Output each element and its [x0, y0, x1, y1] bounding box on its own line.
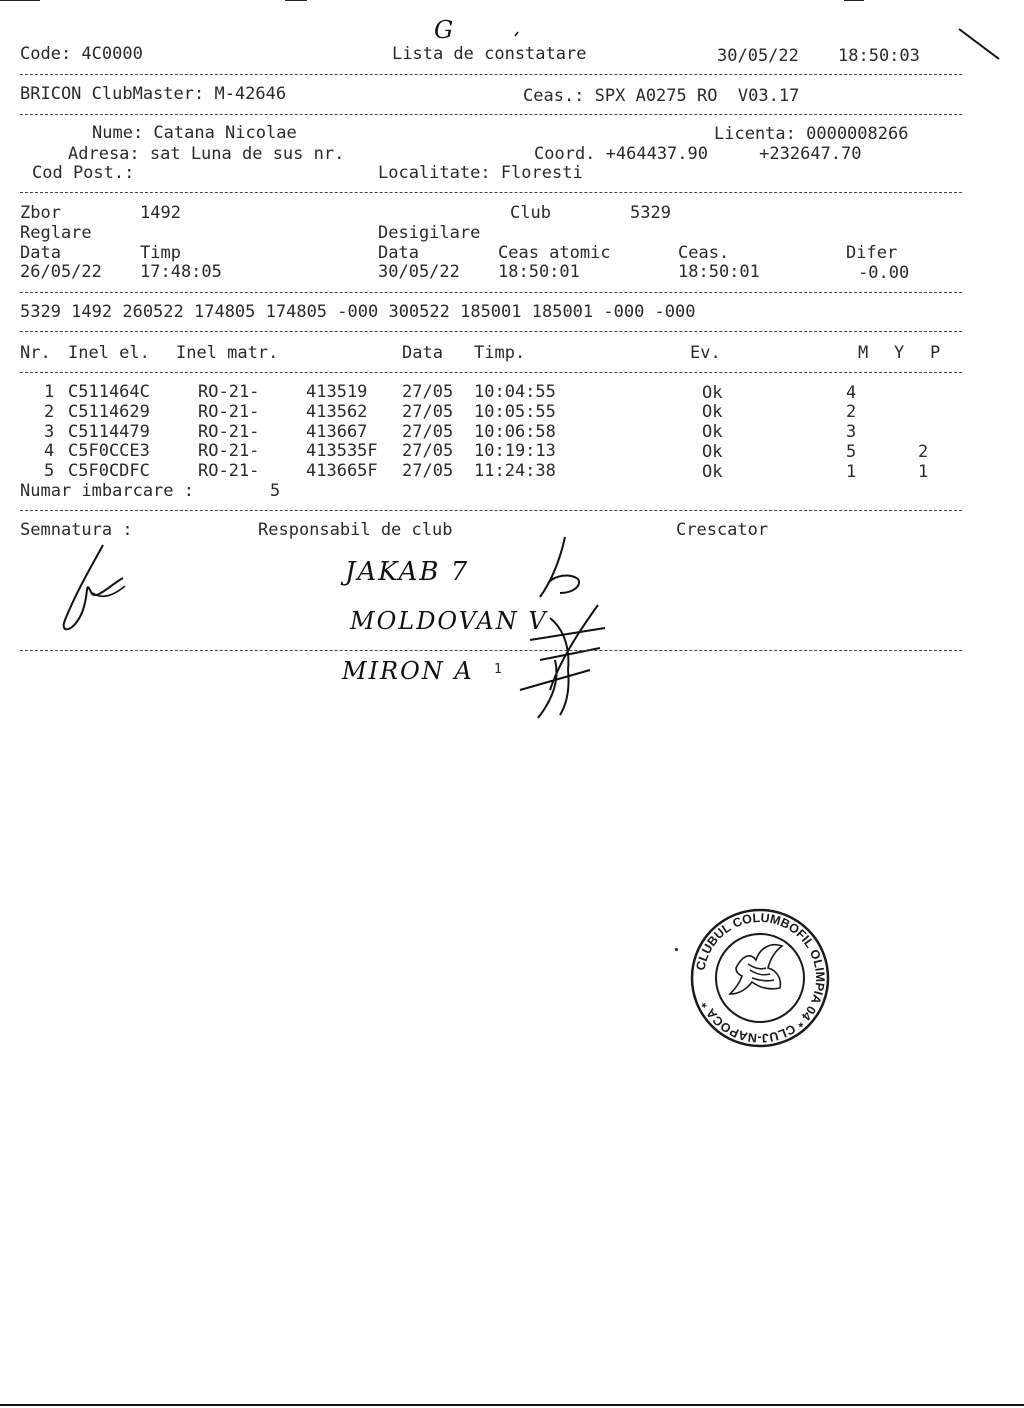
stamp-dot: [675, 948, 678, 951]
club-responsible-label: Responsabil de club: [258, 520, 453, 540]
arrival-date: 27/05: [402, 422, 454, 442]
col-header-p: P: [930, 343, 941, 363]
atomic-clock-time: 18:50:01: [498, 262, 580, 282]
club-stamp: [690, 908, 830, 1048]
event-status: Ok: [702, 462, 723, 482]
row-number: 4: [44, 441, 55, 461]
signature-scribble-icon: [55, 540, 135, 635]
row-number: 3: [44, 422, 55, 442]
ring-number: 413562: [306, 402, 368, 422]
clock-id: Ceas.: SPX A0275 RO V03.17: [523, 86, 800, 106]
col-header-m: M: [858, 343, 869, 363]
ring-number: 413535F: [306, 441, 378, 461]
col-header-data: Data: [402, 343, 443, 363]
arrival-time: 10:04:55: [474, 382, 556, 402]
boarding-count-label: Numar imbarcare :: [20, 481, 194, 501]
scan-edge-mark: [0, 0, 40, 1]
desig-date-label: Data: [378, 243, 419, 263]
separator: [20, 74, 962, 75]
owner-address: Adresa: sat Luna de sus nr.: [68, 144, 345, 164]
event-status: Ok: [702, 402, 723, 422]
code-line: 5329 1492 260522 174805 174805 -000 300522 185001 185001 -000 -000: [20, 302, 696, 322]
ring-prefix: RO-21-: [198, 422, 260, 442]
event-status: Ok: [702, 422, 723, 442]
club-label: Club: [510, 203, 551, 223]
scan-bottom-edge: [0, 1404, 1024, 1406]
header-date: 30/05/22: [717, 46, 799, 66]
arrival-time: 10:19:13: [474, 441, 556, 461]
separator: [20, 292, 962, 293]
dove-icon: [730, 945, 782, 994]
ring-electronic: C5114629: [68, 402, 150, 422]
row-number: 5: [44, 461, 55, 481]
m-value: 3: [846, 422, 857, 442]
handwritten-mark-small: 1: [494, 662, 502, 677]
ring-number: 413519: [306, 382, 368, 402]
reglare-date: 26/05/22: [20, 262, 102, 282]
separator: [20, 192, 962, 193]
arrival-time: 10:05:55: [474, 402, 556, 422]
stamp-text: CLUBUL COLUMBOFIL OLIMPIA 04 * CLUJ-NAPOCA *: [693, 910, 828, 1046]
row-number: 1: [44, 382, 55, 402]
ring-electronic: C5114479: [68, 422, 150, 442]
col-header-nr: Nr.: [20, 343, 51, 363]
ring-prefix: RO-21-: [198, 441, 260, 461]
m-value: 5: [846, 442, 857, 462]
system-id: BRICON ClubMaster: M-42646: [20, 84, 287, 104]
reglare-time-label: Timp: [140, 243, 181, 263]
owner-coordinates: Coord. +464437.90 +232647.70: [534, 144, 862, 164]
separator: [20, 510, 962, 511]
ring-number: 413667: [306, 422, 368, 442]
m-value: 1: [846, 462, 857, 482]
separator: [20, 331, 962, 332]
event-status: Ok: [702, 442, 723, 462]
signature-label: Semnatura :: [20, 520, 133, 540]
arrival-date: 27/05: [402, 441, 454, 461]
arrival-time: 10:06:58: [474, 422, 556, 442]
col-header-inel-el: Inel el.: [68, 343, 150, 363]
clock-time: 18:50:01: [678, 262, 760, 282]
boarding-count: 5: [270, 481, 281, 501]
col-header-y: Y: [894, 343, 905, 363]
atomic-clock-label: Ceas atomic: [498, 243, 611, 263]
separator: [20, 114, 962, 115]
arrival-date: 27/05: [402, 402, 454, 422]
m-value: 2: [846, 402, 857, 422]
owner-locality: Localitate: Floresti: [378, 163, 583, 183]
scan-edge-mark: [844, 0, 864, 1]
header-time: 18:50:03: [838, 46, 920, 66]
signature-scribble-icon: [530, 535, 590, 605]
svg-text:CLUBUL COLUMBOFIL OLIMPIA 04 *: [693, 911, 827, 1045]
owner-name: Nume: Catana Nicolae: [92, 123, 297, 143]
separator: [20, 650, 962, 651]
pen-stroke-icon: [955, 25, 1005, 65]
p-value: 1: [918, 462, 929, 482]
document-title: Lista de constatare: [392, 44, 587, 64]
ring-prefix: RO-21-: [198, 461, 260, 481]
owner-license: Licenta: 0000008266: [714, 124, 909, 144]
m-value: 4: [846, 383, 857, 403]
ring-number: 413665F: [306, 461, 378, 481]
ring-electronic: C511464C: [68, 382, 150, 402]
p-value: 2: [918, 442, 929, 462]
ring-prefix: RO-21-: [198, 402, 260, 422]
club-number: 5329: [630, 203, 671, 223]
handwritten-mark: G: [434, 16, 456, 44]
ring-prefix: RO-21-: [198, 382, 260, 402]
clock-label: Ceas.: [678, 243, 730, 263]
event-status: Ok: [702, 383, 723, 403]
signature-scribble-icon: [510, 600, 620, 725]
row-number: 2: [44, 402, 55, 422]
owner-postcode: Cod Post.:: [32, 163, 135, 183]
reglare-date-label: Data: [20, 243, 61, 263]
flight-number: 1492: [140, 203, 181, 223]
arrival-time: 11:24:38: [474, 461, 556, 481]
reglare-label: Reglare: [20, 223, 92, 243]
ring-electronic: C5F0CDFC: [68, 461, 150, 481]
pen-dot-icon: [513, 30, 521, 38]
col-header-ev: Ev.: [690, 343, 721, 363]
arrival-date: 27/05: [402, 461, 454, 481]
handwritten-name: MOLDOVAN V: [350, 607, 548, 635]
col-header-inel-matr: Inel matr.: [176, 343, 279, 363]
difference-label: Difer: [846, 243, 898, 263]
desigilare-label: Desigilare: [378, 223, 481, 243]
handwritten-name: MIRON A: [342, 657, 474, 685]
flight-label: Zbor: [20, 203, 61, 223]
code-label: Code: 4C0000: [20, 44, 143, 64]
breeder-label: Crescator: [676, 520, 769, 540]
ring-electronic: C5F0CCE3: [68, 441, 150, 461]
difference-value: -0.00: [858, 263, 910, 283]
handwritten-name: JAKAB 7: [345, 557, 470, 587]
arrival-date: 27/05: [402, 382, 454, 402]
desig-date: 30/05/22: [378, 262, 460, 282]
col-header-timp: Timp.: [474, 343, 526, 363]
scan-edge-mark: [285, 0, 307, 1]
separator: [20, 372, 962, 373]
reglare-time: 17:48:05: [140, 262, 222, 282]
